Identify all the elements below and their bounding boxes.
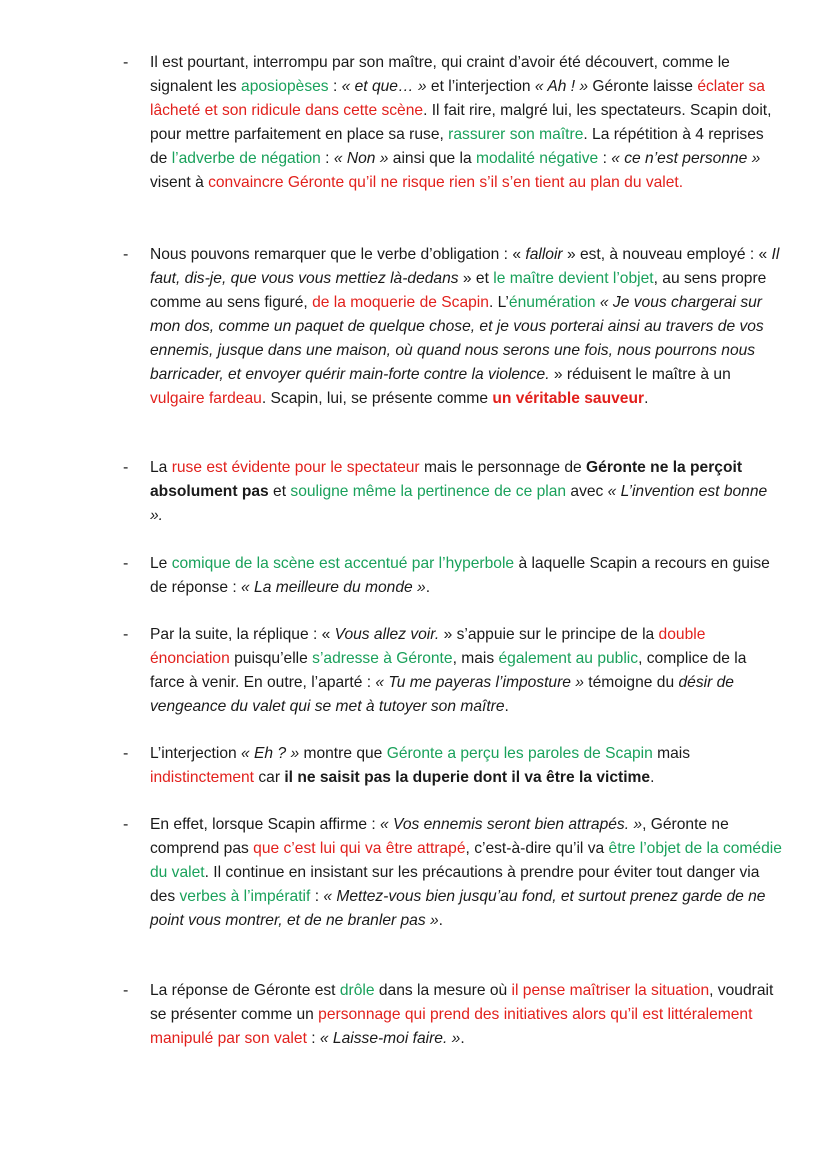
text-run: s’adresse à Géronte	[312, 650, 453, 667]
text-run: .	[425, 579, 431, 596]
text-run: . La répétition à 4 reprises de	[150, 126, 764, 167]
text-run: à laquelle Scapin a recours en guise de réponse :	[150, 555, 770, 596]
paragraph	[150, 51, 782, 195]
text-run: . L’	[488, 294, 509, 311]
text-run: . Scapin, lui, se présente comme	[261, 390, 493, 407]
text-run: visent à	[150, 174, 209, 191]
text-run: témoigne du	[583, 674, 679, 691]
text-run: également au public	[498, 650, 639, 667]
text-run: Vous allez voir.	[334, 626, 440, 643]
text-run: Géronte laisse	[588, 78, 698, 95]
bullet-dash: -	[123, 816, 129, 833]
text-run: » s’appuie sur le principe de la	[439, 626, 659, 643]
text-run: désir de vengeance du valet qui se met à tutoyer son maître	[150, 674, 734, 715]
text-run: « Je vous chargerai sur mon dos, comme un paquet de quelque chose, et je vous porterai ainsi au travers de vos ennemis, jusque dans une maison, où quand nous serons une fois, nous pourrons nous barricader, et envoyer quérir main-forte contre la violence.	[150, 294, 764, 383]
bullet-dash: -	[123, 982, 129, 999]
text-run: énumération	[508, 294, 596, 311]
text-run: le maître devient l’objet	[493, 270, 654, 287]
text-run: , c’est-à-dire qu’il va	[465, 840, 609, 857]
text-run: de la moquerie de Scapin	[312, 294, 489, 311]
text-run: personnage qui prend des initiatives alors qu’il est littéralement manipulé par son valet	[150, 1006, 753, 1047]
text-run: « L’invention est bonne ».	[150, 483, 768, 524]
bullet-dash: -	[123, 54, 129, 71]
text-run: comique de la scène est accentué par l’hyperbole	[171, 555, 515, 572]
bullet-dash: -	[123, 246, 129, 263]
text-run: éclater sa lâcheté et son ridicule dans cette scène	[150, 78, 765, 119]
text-run: être l’objet de la comédie du valet	[150, 840, 782, 881]
text-run: « La meilleure du monde »	[241, 579, 426, 596]
text-run: convaincre Géronte qu’il ne risque rien s’il s’en tient au plan du valet.	[208, 174, 684, 191]
text-run: :	[310, 888, 324, 905]
text-run: rassurer son maître	[448, 126, 584, 143]
text-run: La	[150, 459, 172, 476]
text-run: ainsi que la	[388, 150, 476, 167]
text-run: « Eh ? »	[241, 745, 300, 762]
text-run: .	[650, 769, 655, 786]
text-run: dans la mesure où	[374, 982, 512, 999]
text-run: ruse est évidente pour le spectateur	[171, 459, 420, 476]
bullet-dash: -	[123, 555, 129, 572]
text-run: « Laisse-moi faire. »	[319, 1030, 461, 1047]
text-run: :	[328, 78, 342, 95]
text-run: « Mettez-vous bien jusqu’au fond, et surtout prenez garde de ne point vous montrer, et de ne branler pas »	[150, 888, 766, 929]
text-run: Il faut, dis-je, que vous vous mettiez là-dedans	[150, 246, 780, 287]
text-run: souligne même la pertinence de ce plan	[290, 483, 567, 500]
paragraph	[150, 623, 782, 719]
text-run: et l’interjection	[426, 78, 535, 95]
text-run: avec	[566, 483, 608, 500]
text-run: .	[644, 390, 649, 407]
text-run: . Il continue en insistant sur les précautions à prendre pour éviter tout danger via des	[150, 864, 760, 905]
text-run: « Vos ennemis seront bien attrapés. »	[380, 816, 643, 833]
text-run: , complice de la farce à venir. En outre, l’aparté :	[150, 650, 747, 691]
text-run: , mais	[452, 650, 499, 667]
text-run: L’interjection	[150, 745, 242, 762]
text-run: , voudrait se présenter comme un	[150, 982, 774, 1023]
text-run: .	[438, 912, 444, 929]
text-run: .	[504, 698, 509, 715]
text-run: Par la suite, la réplique : «	[150, 626, 335, 643]
paragraph	[150, 552, 782, 600]
text-run: un véritable sauveur	[492, 390, 645, 407]
text-run: « Non »	[333, 150, 389, 167]
text-run: Géronte a perçu les paroles de Scapin	[386, 745, 653, 762]
text-run: .	[460, 1030, 465, 1047]
text-run: Le	[150, 555, 172, 572]
text-run: l’adverbe de négation	[171, 150, 321, 167]
text-run: :	[598, 150, 612, 167]
text-run: double énonciation	[150, 626, 706, 667]
text-run: « et que… »	[341, 78, 427, 95]
text-run: . Il fait rire, malgré lui, les spectateurs. Scapin doit, pour mettre parfaitement en place sa ruse,	[150, 102, 772, 143]
text-run: « Tu me payeras l’imposture »	[375, 674, 584, 691]
text-run: » réduisent le maître à un	[549, 366, 731, 383]
paragraph	[150, 742, 782, 790]
text-run: :	[320, 150, 334, 167]
text-run: :	[306, 1030, 320, 1047]
bullet-dash: -	[123, 459, 129, 476]
paragraph	[150, 979, 782, 1051]
text-run: La réponse de Géronte est	[150, 982, 340, 999]
text-run: puisqu’elle	[229, 650, 313, 667]
text-run: montre que	[299, 745, 387, 762]
text-run: Nous pouvons remarquer que le verbe d’obligation : «	[150, 246, 526, 263]
text-run: verbes à l’impératif	[179, 888, 311, 905]
text-run: « ce n’est personne »	[611, 150, 761, 167]
bullet-dash: -	[123, 626, 129, 643]
text-run: » est, à nouveau employé : «	[562, 246, 772, 263]
text-run: , Géronte ne comprend pas	[150, 816, 729, 857]
text-run: mais le personnage de	[419, 459, 587, 476]
text-run: En effet, lorsque Scapin affirme :	[150, 816, 380, 833]
text-run: Il est pourtant, interrompu par son maître, qui craint d’avoir été découvert, comme le signalent les	[150, 54, 730, 95]
paragraph	[150, 456, 782, 528]
text-run: , au sens propre comme au sens figuré,	[150, 270, 767, 311]
paragraph	[150, 243, 782, 411]
text-run: et	[268, 483, 291, 500]
text-run: Géronte ne la perçoit absolument pas	[150, 459, 743, 500]
text-run: que c’est lui qui va être attrapé	[253, 840, 466, 857]
text-run: mais	[652, 745, 691, 762]
text-run: modalité négative	[476, 150, 599, 167]
text-run: falloir	[525, 246, 563, 263]
text-run: vulgaire fardeau	[150, 390, 262, 407]
bullet-dash: -	[123, 745, 129, 762]
text-run: indistinctement	[150, 769, 255, 786]
text-run: il pense maîtriser la situation	[511, 982, 710, 999]
text-run: « Ah ! »	[534, 78, 589, 95]
text-run: drôle	[339, 982, 375, 999]
text-run: » et	[458, 270, 494, 287]
paragraph	[150, 813, 782, 933]
text-run: il ne saisit pas la duperie dont il va être la victime	[284, 769, 651, 786]
text-run: aposiopèses	[241, 78, 329, 95]
text-run: car	[254, 769, 285, 786]
